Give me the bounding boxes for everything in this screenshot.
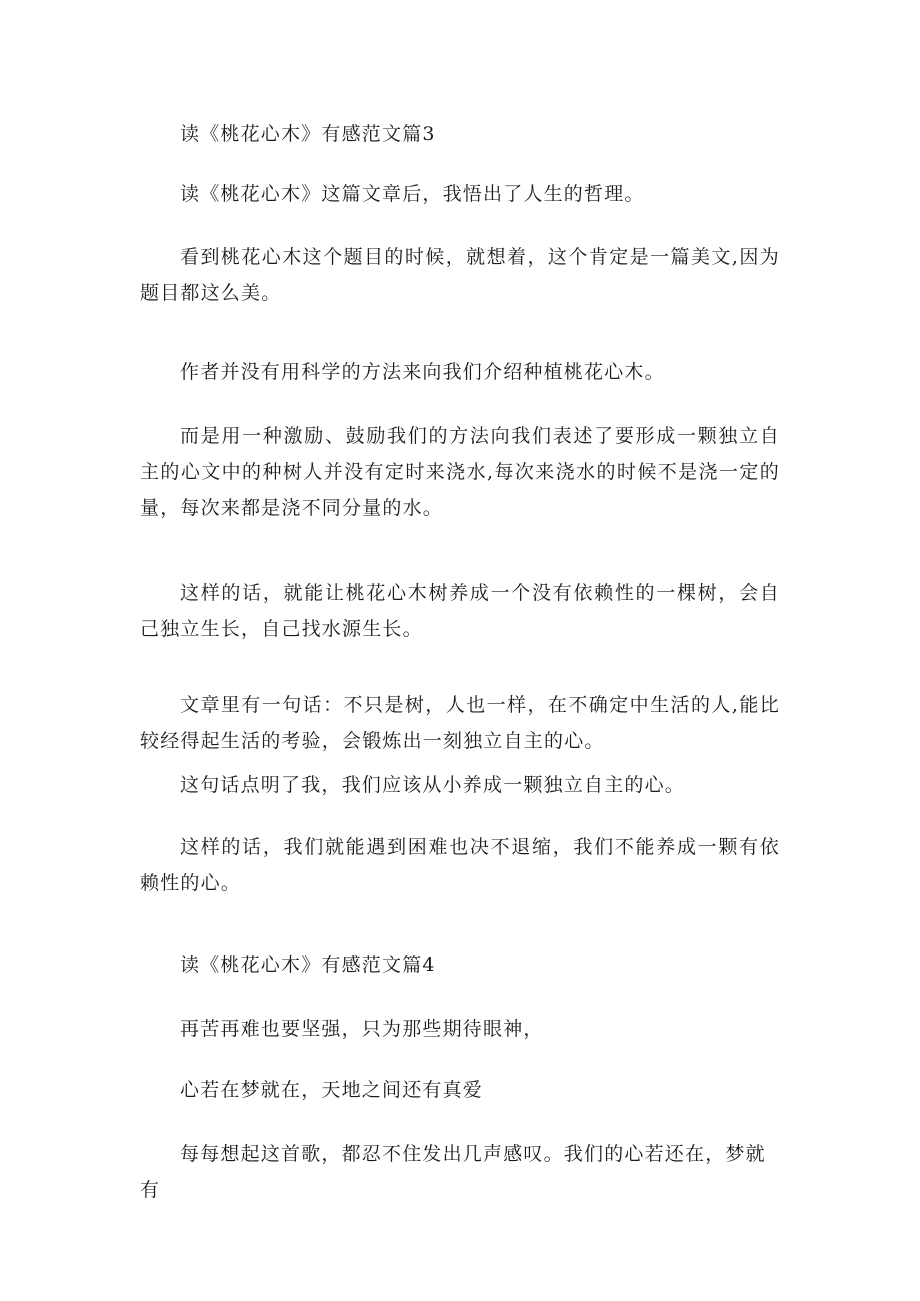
paragraph: 每每想起这首歌，都忍不住发出几声感叹。我们的心若还在，梦就有: [140, 1143, 766, 1201]
paragraph: 这样的话，我们就能遇到困难也决不退缩，我们不能养成一颗有依赖性的心。: [140, 836, 780, 894]
paragraph: 再苦再难也要坚强，只为那些期待眼神，: [180, 1018, 544, 1040]
paragraph: 心若在梦就在，天地之间还有真爱: [180, 1079, 484, 1101]
section-heading-4: 读《桃花心木》有感范文篇4: [180, 954, 436, 976]
section-heading-3: 读《桃花心木》有感范文篇3: [180, 123, 436, 145]
paragraph: 读《桃花心木》这篇文章后，我悟出了人生的哲理。: [180, 183, 645, 205]
paragraph: 文章里有一句话：不只是树，人也一样，在不确定中生活的人,能比较经得起生活的考验，会锻炼出一刻独立自主的心。: [140, 694, 780, 752]
paragraph: 这句话点明了我，我们应该从小养成一颗独立自主的心。: [180, 774, 686, 796]
paragraph: 作者并没有用科学的方法来向我们介绍种植桃花心木。: [180, 361, 665, 383]
paragraph: 这样的话，就能让桃花心木树养成一个没有依赖性的一棵树，会自己独立生长，自己找水源生长。: [140, 582, 780, 640]
paragraph: 看到桃花心木这个题目的时候，就想着，这个肯定是一篇美文,因为题目都这么美。: [140, 246, 780, 304]
paragraph: 而是用一种激励、鼓励我们的方法向我们表述了要形成一颗独立自主的心文中的种树人并没有定时来浇水,每次来浇水的时候不是浇一定的量，每次来都是浇不同分量的水。: [140, 425, 780, 519]
